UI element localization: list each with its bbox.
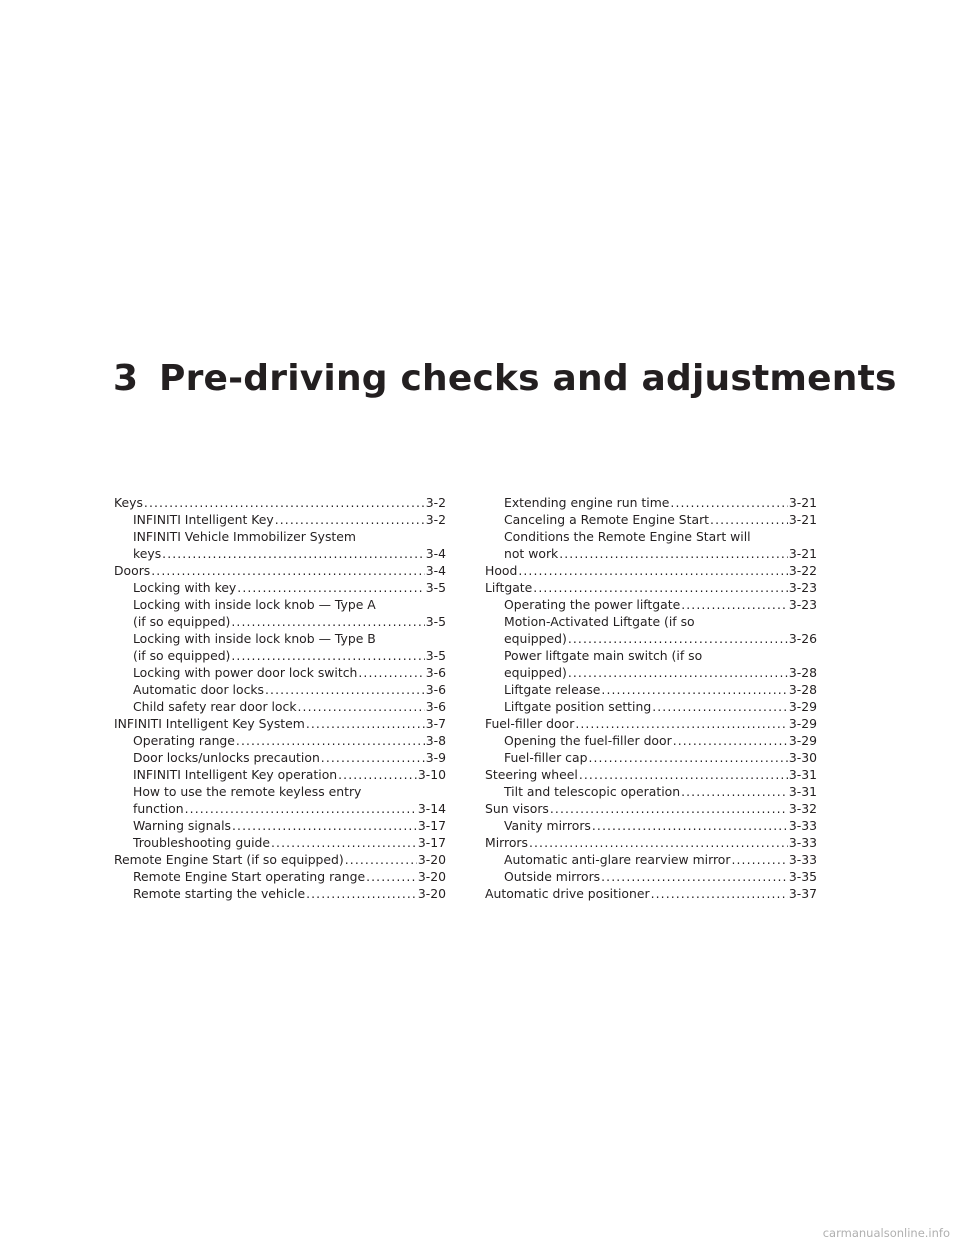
toc-entry-title: Locking with power door lock switch — [133, 665, 358, 680]
dot-leader — [518, 562, 788, 579]
toc-entry-title: INFINITI Vehicle Immobilizer System — [133, 529, 356, 544]
dot-leader — [232, 817, 417, 834]
toc-entry[interactable] — [485, 766, 817, 783]
toc-entry[interactable] — [485, 681, 817, 698]
dot-leader — [345, 851, 417, 868]
toc-entry-title: Warning signals — [133, 818, 231, 833]
dot-leader — [568, 630, 788, 647]
dot-leader — [237, 579, 424, 596]
toc-entry[interactable] — [485, 851, 817, 868]
toc-entry-title: Automatic door locks — [133, 682, 265, 697]
toc-entry-title: Motion-Activated Liftgate (if so — [504, 614, 695, 629]
toc-page-number: 3-20 — [417, 852, 446, 867]
dot-leader — [673, 732, 788, 749]
dot-leader — [681, 596, 788, 613]
toc-entry[interactable] — [114, 783, 446, 817]
toc-entry-title: Opening the fuel-filler door — [504, 733, 672, 748]
toc-page-number: 3-17 — [417, 818, 446, 833]
toc-entry[interactable] — [114, 494, 446, 511]
dot-leader — [670, 494, 787, 511]
toc-entry[interactable] — [114, 868, 446, 885]
toc-page-number: 3-31 — [788, 767, 817, 782]
toc-entry-title: Sun visors — [485, 801, 549, 816]
toc-entry-title: INFINITI Intelligent Key — [133, 512, 274, 527]
toc-page-number: 3-21 — [788, 495, 817, 510]
toc-entry[interactable] — [485, 562, 817, 579]
toc-entry-title: Locking with key — [133, 580, 237, 595]
toc-entry[interactable] — [114, 630, 446, 664]
toc-entry[interactable] — [114, 851, 446, 868]
toc-page-number: 3-23 — [788, 597, 817, 612]
dot-leader — [601, 868, 788, 885]
toc-entry[interactable] — [485, 613, 817, 647]
toc-page-number: 3-2 — [425, 495, 446, 510]
toc-entry[interactable] — [485, 698, 817, 715]
dot-leader — [568, 664, 788, 681]
toc-page-number: 3-8 — [425, 733, 446, 748]
toc-page-number: 3-5 — [425, 648, 446, 663]
dot-leader — [271, 834, 417, 851]
toc-entry[interactable] — [485, 732, 817, 749]
toc-entry-title: Locking with inside lock knob — Type B — [133, 631, 376, 646]
toc-page-number: 3-9 — [425, 750, 446, 765]
toc-entry[interactable] — [485, 800, 817, 817]
toc-entry[interactable] — [485, 596, 817, 613]
dot-leader — [231, 613, 424, 630]
toc-page-number: 3-35 — [788, 869, 817, 884]
toc-entry-title: Operating the power liftgate — [504, 597, 681, 612]
toc-page-number: 3-7 — [425, 716, 446, 731]
toc-page-number: 3-20 — [417, 886, 446, 901]
toc-entry[interactable] — [114, 511, 446, 528]
toc-entry[interactable] — [114, 698, 446, 715]
toc-page-number: 3-22 — [788, 563, 817, 578]
toc-entry[interactable] — [485, 783, 817, 800]
toc-page-number: 3-10 — [417, 767, 446, 782]
toc-entry[interactable] — [114, 579, 446, 596]
toc-entry[interactable] — [114, 596, 446, 630]
dot-leader — [559, 545, 788, 562]
toc-entry-title: Conditions the Remote Engine Start will — [504, 529, 751, 544]
toc-entry-title: (if so equipped) — [133, 614, 231, 629]
dot-leader — [533, 579, 788, 596]
toc-entry-title: Child safety rear door lock — [133, 699, 297, 714]
toc-page-number: 3-33 — [788, 818, 817, 833]
dot-leader — [231, 647, 424, 664]
toc-page-number: 3-4 — [425, 546, 446, 561]
dot-leader — [652, 698, 788, 715]
toc-entry-title: Doors — [114, 563, 151, 578]
toc-entry[interactable] — [485, 579, 817, 596]
toc-entry[interactable] — [485, 528, 817, 562]
toc-entry[interactable] — [114, 681, 446, 698]
toc-page-number: 3-6 — [425, 682, 446, 697]
dot-leader — [579, 766, 788, 783]
toc-entry-title: function — [133, 801, 184, 816]
toc-entry[interactable] — [485, 647, 817, 681]
toc-page-number: 3-14 — [417, 801, 446, 816]
dot-leader — [298, 698, 425, 715]
dot-leader — [681, 783, 788, 800]
dot-leader — [550, 800, 788, 817]
toc-page-number: 3-28 — [788, 665, 817, 680]
toc-entry[interactable] — [114, 562, 446, 579]
toc-page-number: 3-23 — [788, 580, 817, 595]
toc-column-left — [114, 494, 446, 902]
toc-page-number: 3-21 — [788, 546, 817, 561]
toc-page-number: 3-5 — [425, 614, 446, 629]
toc-entry-title: Outside mirrors — [504, 869, 601, 884]
toc-entry-title: equipped) — [504, 631, 567, 646]
toc-entry[interactable] — [114, 749, 446, 766]
toc-page-number: 3-33 — [788, 852, 817, 867]
toc-page-number: 3-17 — [417, 835, 446, 850]
dot-leader — [306, 885, 417, 902]
toc-entry-title: Hood — [485, 563, 518, 578]
toc-entry-title: Extending engine run time — [504, 495, 670, 510]
toc-entry-title: not work — [504, 546, 559, 561]
toc-page-number: 3-32 — [788, 801, 817, 816]
toc-entry-title: How to use the remote keyless entry — [133, 784, 362, 799]
dot-leader — [321, 749, 425, 766]
dot-leader — [185, 800, 417, 817]
dot-leader — [162, 545, 425, 562]
dot-leader — [265, 681, 425, 698]
toc-entry[interactable] — [114, 664, 446, 681]
dot-leader — [358, 664, 424, 681]
toc-entry-title: Automatic drive positioner — [485, 886, 650, 901]
toc-entry-title: Vanity mirrors — [504, 818, 591, 833]
toc-entry-title: INFINITI Intelligent Key operation — [133, 767, 338, 782]
toc-page-number: 3-28 — [788, 682, 817, 697]
toc-page-number: 3-20 — [417, 869, 446, 884]
dot-leader — [731, 851, 787, 868]
dot-leader — [588, 749, 787, 766]
toc-entry[interactable] — [485, 749, 817, 766]
toc-entry[interactable] — [485, 511, 817, 528]
dot-leader — [601, 681, 787, 698]
toc-entry-title: Troubleshooting guide — [133, 835, 271, 850]
toc-entry[interactable] — [114, 715, 446, 732]
toc-page-number: 3-29 — [788, 733, 817, 748]
toc-page-number: 3-29 — [788, 699, 817, 714]
toc-entry-title: Steering wheel — [485, 767, 578, 782]
toc-page-number: 3-26 — [788, 631, 817, 646]
toc-entry-title: Power liftgate main switch (if so — [504, 648, 703, 663]
toc-entry[interactable] — [485, 868, 817, 885]
dot-leader — [529, 834, 788, 851]
toc-entry-title: Liftgate position setting — [504, 699, 652, 714]
toc-entry-title: Automatic anti-glare rearview mirror — [504, 852, 731, 867]
toc-entry-title: Door locks/unlocks precaution — [133, 750, 320, 765]
dot-leader — [306, 715, 425, 732]
toc-page-number: 3-5 — [425, 580, 446, 595]
dot-leader — [651, 885, 788, 902]
toc-entry-title: Remote Engine Start (if so equipped) — [114, 852, 344, 867]
toc-page-number: 3-21 — [788, 512, 817, 527]
toc-page-number: 3-4 — [425, 563, 446, 578]
toc-page-number: 3-37 — [788, 886, 817, 901]
dot-leader — [144, 494, 425, 511]
toc-entry-title: Locking with inside lock knob — Type A — [133, 597, 376, 612]
chapter-title — [113, 358, 897, 399]
watermark-url: carmanualsonline.info — [822, 1226, 950, 1240]
toc-entry-title: (if so equipped) — [133, 648, 231, 663]
toc-entry-title: keys — [133, 546, 162, 561]
toc-entry-title: Operating range — [133, 733, 235, 748]
toc-page-number: 3-29 — [788, 716, 817, 731]
toc-entry[interactable] — [485, 817, 817, 834]
dot-leader — [592, 817, 788, 834]
toc-entry[interactable] — [114, 817, 446, 834]
toc-entry-title: Canceling a Remote Engine Start — [504, 512, 710, 527]
toc-entry[interactable] — [114, 885, 446, 902]
dot-leader — [338, 766, 417, 783]
toc-entry-title: Liftgate — [485, 580, 533, 595]
toc-entry-title: Keys — [114, 495, 143, 510]
toc-entry-title: Remote Engine Start operating range — [133, 869, 366, 884]
chapter-heading: Pre-driving checks and adjustments — [159, 358, 897, 399]
toc-entry-title: Tilt and telescopic operation — [504, 784, 681, 799]
toc-page-number: 3-2 — [425, 512, 446, 527]
toc-entry-title: Fuel-filler door — [485, 716, 575, 731]
toc-entry-title: equipped) — [504, 665, 567, 680]
toc-entry[interactable] — [485, 494, 817, 511]
toc-page-number: 3-6 — [425, 699, 446, 714]
dot-leader — [236, 732, 425, 749]
toc-entry[interactable] — [485, 834, 817, 851]
toc-entry[interactable] — [114, 528, 446, 562]
dot-leader — [366, 868, 417, 885]
dot-leader — [575, 715, 788, 732]
toc-entry-title: Fuel-filler cap — [504, 750, 588, 765]
dot-leader — [275, 511, 425, 528]
toc-page-number: 3-31 — [788, 784, 817, 799]
toc-entry[interactable] — [114, 732, 446, 749]
toc-entry-title: Mirrors — [485, 835, 528, 850]
toc-entry-title: Liftgate release — [504, 682, 601, 697]
chapter-number: 3 — [113, 358, 139, 399]
toc-entry[interactable] — [114, 834, 446, 851]
toc-entry-title: Remote starting the vehicle — [133, 886, 306, 901]
toc-page-number: 3-30 — [788, 750, 817, 765]
toc-entry[interactable] — [485, 715, 817, 732]
toc-page-number: 3-6 — [425, 665, 446, 680]
toc-entry[interactable] — [485, 885, 817, 902]
dot-leader — [710, 511, 788, 528]
toc-entry-title: INFINITI Intelligent Key System — [114, 716, 305, 731]
toc-column-right — [485, 494, 817, 902]
dot-leader — [151, 562, 424, 579]
toc-entry[interactable] — [114, 766, 446, 783]
toc-page-number: 3-33 — [788, 835, 817, 850]
